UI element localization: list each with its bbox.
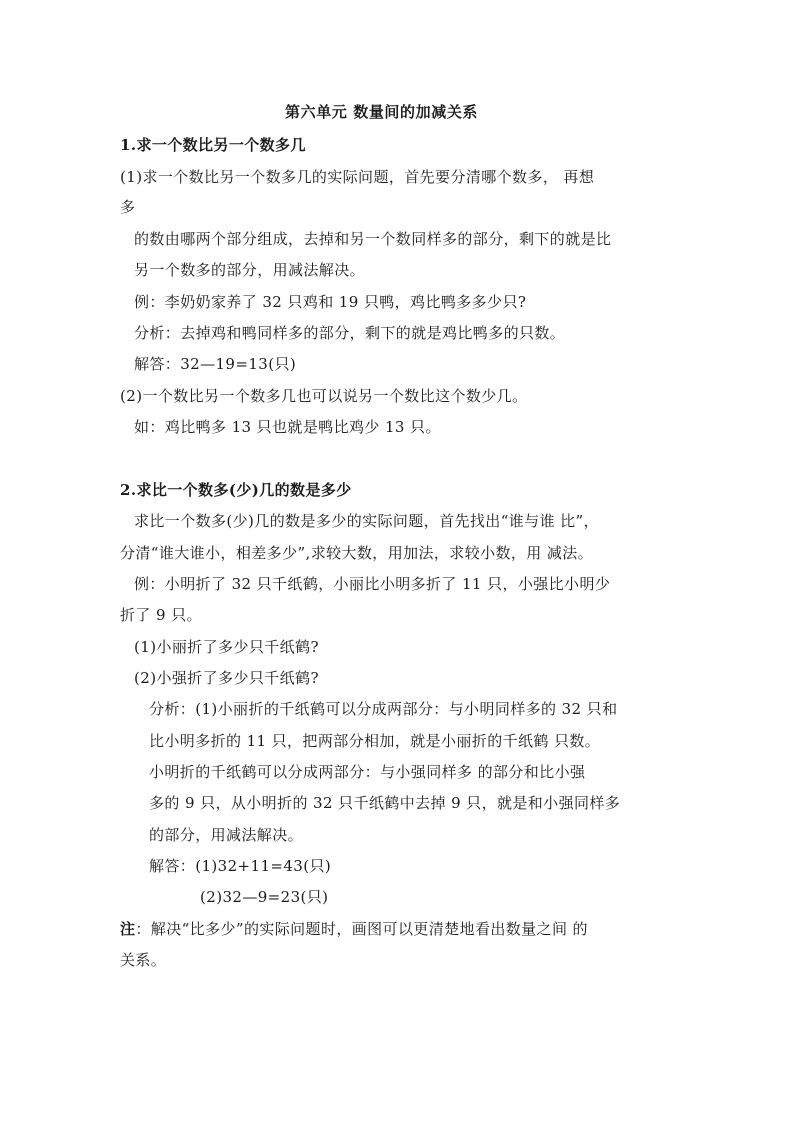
section1-paragraph-line: 的数由哪两个部分组成，去掉和另一个数同样多的部分，剩下的就是比 — [134, 230, 612, 248]
section2-paragraph-line: 求比一个数多(少)几的数是多少的实际问题，首先找出“谁与谁 比”， — [134, 512, 600, 530]
section1-example: 例：李奶奶家养了 32 只鸡和 19 只鸭，鸡比鸭多多少只? — [134, 293, 527, 311]
note-line — [120, 919, 588, 939]
section1-point-2: (2)一个数比另一个数多几也可以说另一个数比这个数少几。 — [120, 387, 528, 405]
section1-paragraph-line: 另一个数多的部分，用减法解决。 — [134, 261, 366, 279]
section2-answer-line: (2)32—9=23(只) — [200, 888, 329, 906]
note-label: 注 — [120, 920, 136, 938]
section2-analysis-line: 分析：(1)小丽折的千纸鹤可以分成两部分：与小明同样多的 32 只和 — [149, 700, 618, 718]
section1-paragraph-line: 多 — [120, 198, 136, 216]
note-line: 关系。 — [120, 951, 167, 969]
section2-heading: 2.求比一个数多(少)几的数是多少 — [120, 481, 352, 499]
section1-analysis: 分析：去掉鸡和鸭同样多的部分，剩下的就是鸡比鸭多的只数。 — [134, 324, 566, 342]
section2-analysis-line: 小明折的千纸鹤可以分成两部分：与小强同样多 的部分和比小强 — [149, 763, 586, 781]
page-title: 第六单元 数量间的加减关系 — [285, 103, 479, 121]
section2-example-line: 折了 9 只。 — [120, 606, 202, 624]
section2-example-line: 例：小明折了 32 只千纸鹤，小丽比小明多折了 11 只，小强比小明少 — [134, 575, 611, 593]
section1-point-2-example: 如：鸡比鸭多 13 只也就是鸭比鸡少 13 只。 — [134, 418, 441, 436]
note-text: ：解决“比多少”的实际问题时，画图可以更清楚地看出数量之间 的 — [135, 920, 588, 938]
section2-analysis-line: 比小明多折的 11 只，把两部分相加，就是小丽折的千纸鹤 只数。 — [149, 732, 601, 750]
section1-answer: 解答：32—19=13(只) — [134, 355, 297, 373]
section1-heading: 1.求一个数比另一个数多几 — [120, 136, 306, 154]
section2-question-1: (1)小丽折了多少只千纸鹤? — [134, 638, 319, 656]
section2-paragraph-line: 分清“谁大谁小，相差多少”,求较大数，用加法，求较小数，用 减法。 — [120, 544, 594, 562]
section2-analysis-line: 的部分，用减法解决。 — [149, 826, 304, 844]
section2-answer-line: 解答：(1)32+11=43(只) — [149, 857, 332, 875]
section2-question-2: (2)小强折了多少只千纸鹤? — [134, 669, 319, 687]
section1-paragraph-line: (1)求一个数比另一个数多几的实际问题，首先要分清哪个数多， 再想 — [120, 168, 595, 186]
section2-analysis-line: 多的 9 只，从小明折的 32 只千纸鹤中去掉 9 只，就是和小强同样多 — [149, 794, 621, 812]
